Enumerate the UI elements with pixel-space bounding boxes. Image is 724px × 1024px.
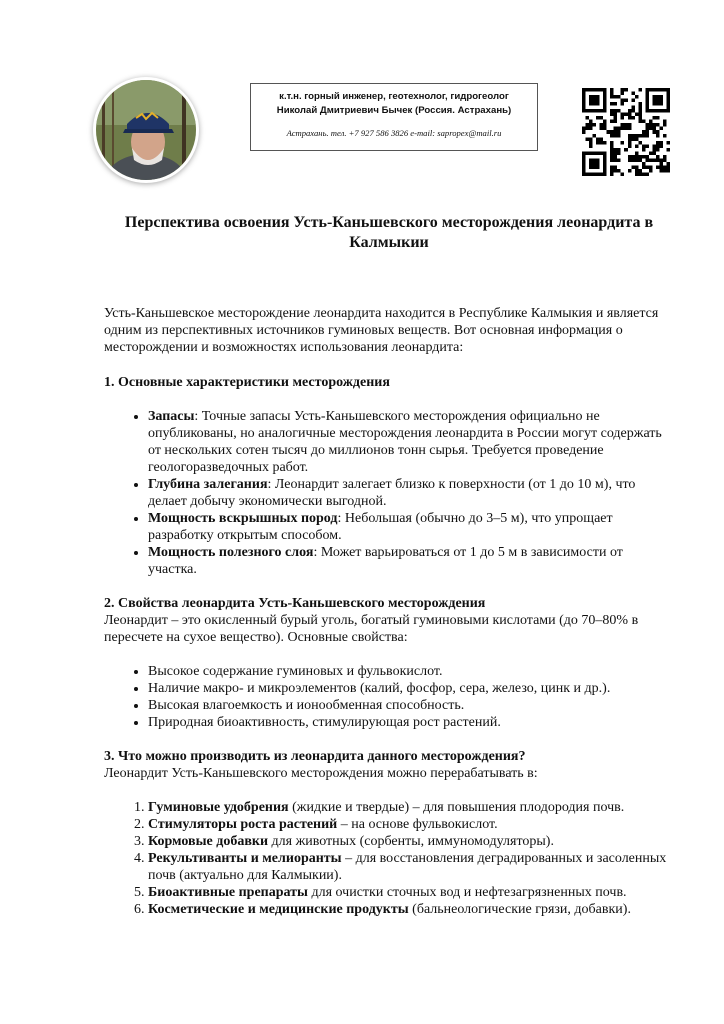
section-3-list — [104, 799, 674, 918]
section-2-list — [104, 663, 674, 731]
list-item: 1. Гуминовые удобрения (жидкие и твердые) – для повышения плодородия почв. — [148, 799, 674, 816]
section-3-heading: 3. Что можно производить из леонардита данного месторождения? — [104, 749, 526, 764]
list-item: • Высокая влагоемкость и ионообменная способность. — [148, 697, 674, 714]
section-1-heading: 1. Основные характеристики месторождения — [104, 375, 390, 390]
list-item: 6. Косметические и медицинские продукты (бальнеологические грязи, добавки). — [148, 901, 674, 918]
author-credentials: к.т.н. горный инженер, геотехнолог, гидрогеолог — [279, 91, 509, 102]
section-2-heading: 2. Свойства леонардита Усть-Каньшевского месторождения — [104, 596, 486, 611]
list-item: 2. Стимуляторы роста растений – на основе фульвокислот. — [148, 816, 674, 833]
page-title: Перспектива освоения Усть-Каньшевского месторождения леонардита в Калмыкии — [124, 214, 654, 251]
list-item: • Глубина залегания: Леонардит залегает близко к поверхности (от 1 до 10 м), что делает добычу экономически выгодной. — [148, 476, 674, 510]
list-item: 5. Биоактивные препараты для очистки сточных вод и нефтезагрязненных почв. — [148, 884, 674, 901]
document-body — [104, 305, 674, 918]
list-item: • Природная биоактивность, стимулирующая рост растений. — [148, 714, 674, 731]
list-item: • Наличие макро- и микроэлементов (калий, фосфор, сера, железо, цинк и др.). — [148, 680, 674, 697]
author-photo — [96, 80, 196, 180]
list-item: 3. Кормовые добавки для животных (сорбенты, иммуномодуляторы). — [148, 833, 674, 850]
list-item: • Мощность полезного слоя: Может варьироваться от 1 до 5 м в зависимости от участка. — [148, 544, 674, 578]
section-2-intro: Леонардит – это окисленный бурый уголь, богатый гуминовыми кислотами (до 70–80% в пересчете на сухое вещество). Основные свойства: — [104, 613, 639, 645]
list-item: • Высокое содержание гуминовых и фульвокислот. — [148, 663, 674, 680]
qr-code — [582, 88, 670, 176]
section-1-list — [104, 408, 674, 578]
author-contact: Астрахань. тел. +7 927 586 3826 e-mail: sapropex@mail.ru — [286, 128, 502, 138]
section-3-intro: Леонардит Усть-Каньшевского месторождения можно перерабатывать в: — [104, 766, 538, 781]
list-item: 4. Рекультиванты и мелиоранты – для восстановления деградированных и засоленных почв (актуально для Калмыкии). — [148, 850, 674, 884]
list-item: • Мощность вскрышных пород: Небольшая (обычно до 3–5 м), что упрощает разработку открытым способом. — [148, 510, 674, 544]
intro-paragraph: Усть-Каньшевское месторождение леонардита находится в Республике Калмыкия и является одним из перспективных источников гуминовых веществ. Вот основная информация о месторождении и возможностях использования леонардита: — [104, 306, 659, 355]
author-name: Николай Дмитриевич Бычек (Россия. Астрахань) — [276, 105, 512, 116]
list-item: • Запасы: Точные запасы Усть-Каньшевского месторождения официально не опубликованы, но аналогичные месторождения леонардита в России могут содержать от нескольких сотен тысяч до миллионов тонн сырья. Требуется проведение геологоразведочных работ. — [148, 408, 674, 476]
author-header-box — [250, 83, 538, 151]
